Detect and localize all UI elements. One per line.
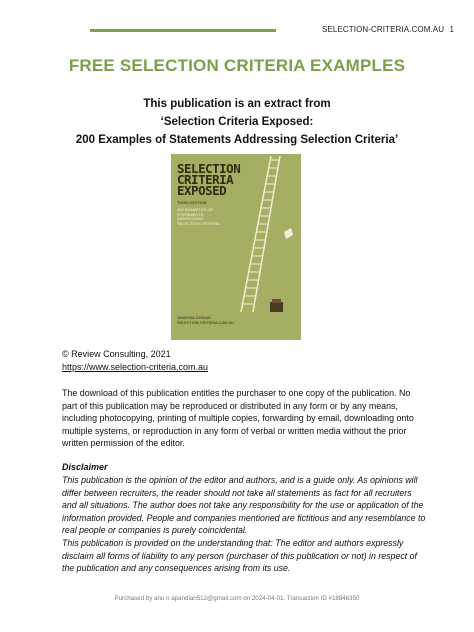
running-header xyxy=(319,25,454,34)
book-cover-image xyxy=(171,154,301,340)
extract-line-1: This publication is an extract from xyxy=(143,98,331,110)
copyright-line: © Review Consulting, 2021 xyxy=(62,349,171,359)
page-number: 1 xyxy=(449,25,454,34)
disclaimer-paragraph-1: This publication is the opinion of the editor and authors, and is a guide only. As opinions will differ between recruiters, the reader should not take all statements as fact for all recruiters and all situations. The author does not take any responsibility for the use or application of the information provided. People and companies mentioned are fictitious and any resemblance to real people or companies is purely coincidental. xyxy=(62,475,426,536)
cover-authors: VANESSA JORDAN SELECTION-CRITERIA.COM.AU xyxy=(177,316,234,325)
disclaimer-paragraph-2: This publication is provided on the understanding that: The editor and authors expressly disclaim all forms of liability to any person (purchaser of this publication or not) in respect of the publication and any consequences arising from its use. xyxy=(62,537,417,574)
header-site: SELECTION-CRITERIA.COM.AU xyxy=(322,25,445,34)
rights-paragraph: The download of this publication entitles the purchaser to one copy of the publication. No part of this publication may be reproduced or distributed in any form or by any means, including photocopying, printing of multiple copies, forwarding by email, downloading onto multiple systems, or reproduction in any form of verbal or written media without the prior written permission of the editor. xyxy=(62,388,414,449)
cover-subtitle: 200 EXAMPLES OF STATEMENTS ADDRESSING SELECTION CRITERIA xyxy=(177,207,220,226)
disclaimer-heading: Disclaimer xyxy=(62,462,108,472)
cover-title: SELECTION CRITERIA EXPOSED xyxy=(177,161,241,198)
extract-line-3: 200 Examples of Statements Addressing Selection Criteria’ xyxy=(75,134,399,146)
extract-line-2: ‘Selection Criteria Exposed: xyxy=(160,116,314,128)
purchase-watermark: Purchased by anu n apandian512@gmail.com on 2024-04-01. Transaction ID #18846350 xyxy=(114,595,360,602)
header-rule xyxy=(90,29,276,32)
disclaimer-text xyxy=(62,474,426,575)
cover-edition: THIRD EDITION xyxy=(177,200,207,205)
copyright-block xyxy=(62,348,208,374)
page-title: FREE SELECTION CRITERIA EXAMPLES xyxy=(68,56,406,75)
extract-notice xyxy=(0,95,474,149)
website-link[interactable]: https://www.selection-criteria.com.au xyxy=(62,362,209,372)
